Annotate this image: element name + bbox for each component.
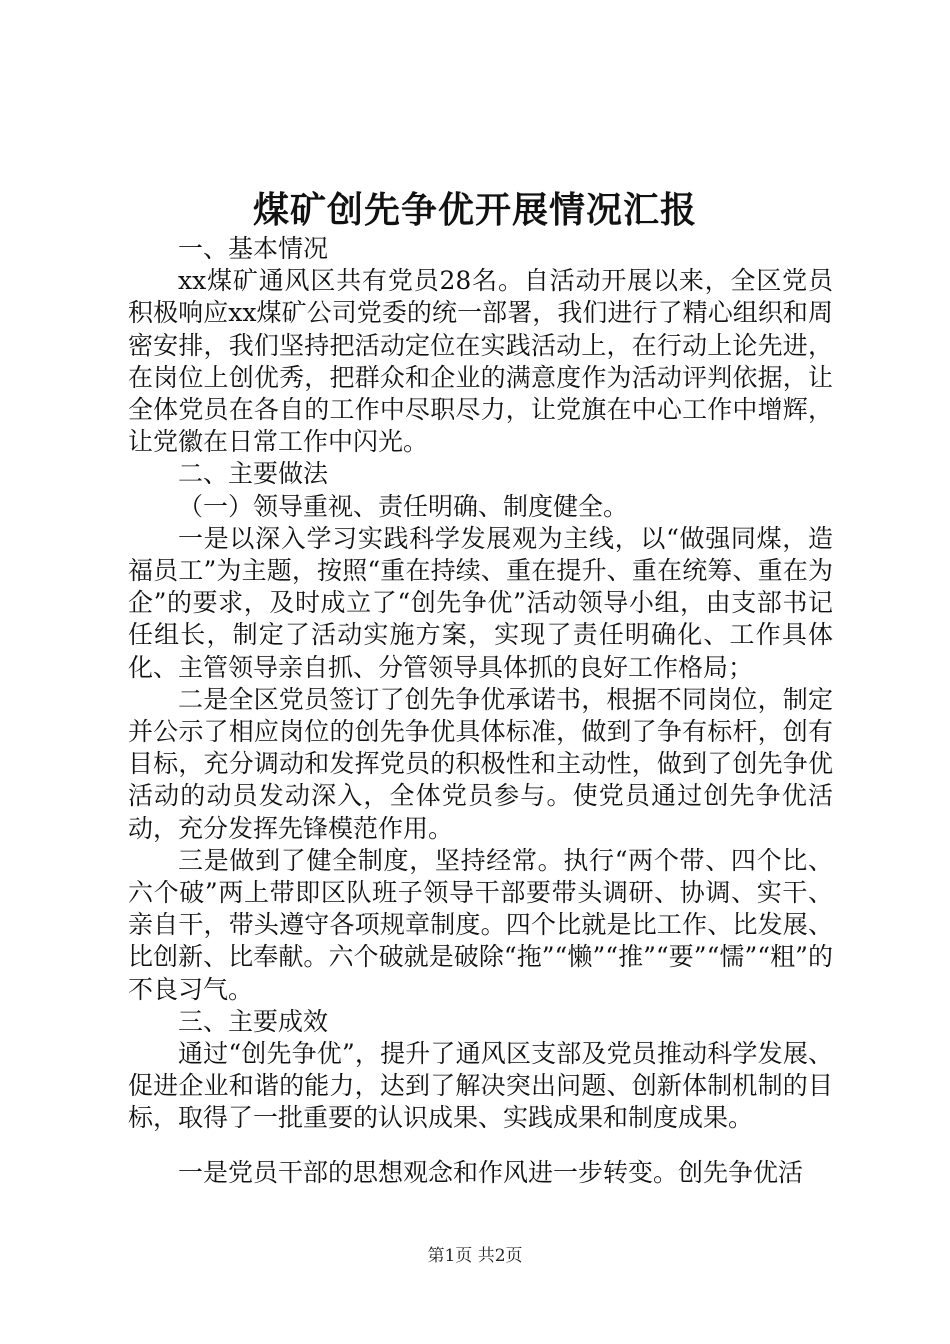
document-title: 煤矿创先争优开展情况汇报 [252, 189, 697, 231]
subsection-heading-leadership: （一）领导重视、责任明确、制度健全。 [178, 491, 629, 521]
section-heading-main-practices: 二、主要做法 [178, 459, 329, 489]
paragraph-results-summary: 通过“创先争优”，提升了通风区支部及党员推动科学发展、促进企业和谐的能力，达到了解决突出问题、创新体制机制的目标，取得了一批重要的认识成果、实践成果和制度成果。 [128, 1039, 833, 1133]
page-number-footer: 第1页 共2页 [427, 1246, 523, 1266]
paragraph-practice-one: 一是以深入学习实践科学发展观为主线，以“做强同煤，造福员工”为主题，按照“重在持续、重在提升、重在统筹、重在为企”的要求，及时成立了“创先争优”活动领导小组，由支部书记任组长，制定了活动实施方案，实现了责任明确化、工作具体化、主管领导亲自抓、分管领导具体抓的良好工作格局； [128, 523, 833, 682]
paragraph-practice-three: 三是做到了健全制度，坚持经常。执行“两个带、四个比、六个破”两上带即区队班子领导干部要带头调研、协调、实干、亲自干，带头遵守各项规章制度。四个比就是比工作、比发展、比创新、比奉献。六个破就是破除“拖”“懒”“推”“要”“懦”“粗”的不良习气。 [128, 845, 833, 1004]
section-heading-basic-situation: 一、基本情况 [178, 234, 329, 263]
paragraph-practice-two: 二是全区党员签订了创先争优承诺书，根据不同岗位，制定并公示了相应岗位的创先争优具体标准，做到了争有标杆，创有目标，充分调动和发挥党员的积极性和主动性，做到了创先争优活动的动员发动深入，全体党员参与。使党员通过创先争优活动，充分发挥先锋模范作用。 [128, 684, 833, 843]
section-heading-main-results: 三、主要成效 [178, 1006, 329, 1036]
document-body [128, 233, 833, 1189]
paragraph-result-one: 一是党员干部的思想观念和作风进一步转变。创先争优活 [178, 1157, 804, 1187]
paragraph-overview: xx煤矿通风区共有党员28名。自活动开展以来，全区党员积极响应xx煤矿公司党委的统一部署，我们进行了精心组织和周密安排，我们坚持把活动定位在实践活动上，在行动上论先进，在岗位上创优秀，把群众和企业的满意度作为活动评判依据，让全体党员在各自的工作中尽职尽力，让党旗在中心工作中增辉，让党徽在日常工作中闪光。 [128, 266, 833, 457]
